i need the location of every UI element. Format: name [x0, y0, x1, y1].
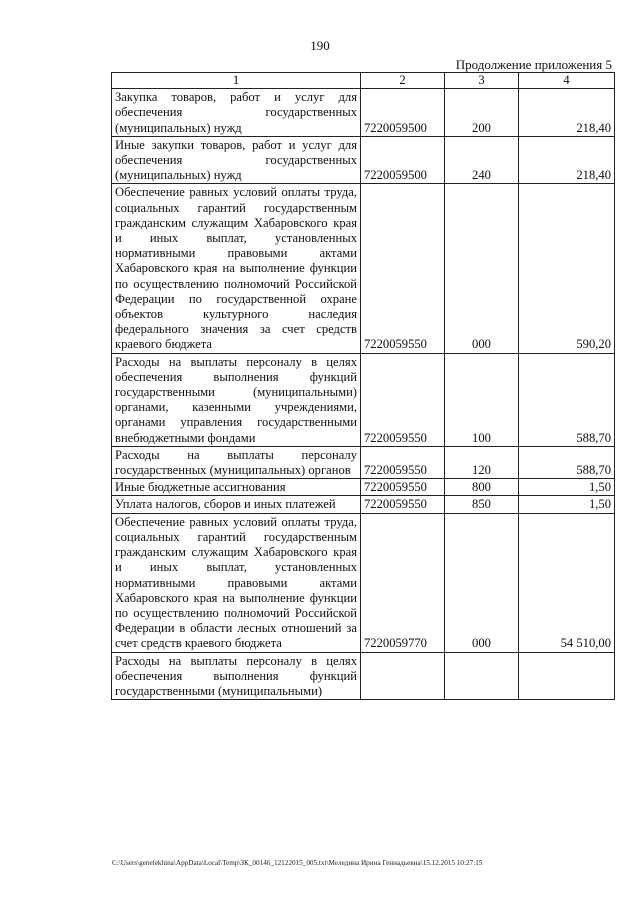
- row-expense-type: 240: [445, 136, 519, 184]
- row-target-code: 7220059550: [361, 184, 445, 353]
- row-expense-type: 800: [445, 479, 519, 496]
- row-expense-type: 000: [445, 513, 519, 652]
- column-header: 3: [445, 73, 519, 89]
- row-target-code: 7220059500: [361, 89, 445, 137]
- row-sum: 54 510,00: [519, 513, 615, 652]
- row-expense-type: 120: [445, 446, 519, 478]
- row-expense-type: [445, 652, 519, 700]
- row-sum: 588,70: [519, 353, 615, 446]
- row-description: Расходы на выплаты персоналу государственных (муниципальных) органов: [112, 446, 361, 478]
- row-description: Закупка товаров, работ и услуг для обеспечения государственных (муниципальных) нужд: [112, 89, 361, 137]
- row-target-code: 7220059550: [361, 353, 445, 446]
- row-description: Иные бюджетные ассигнования: [112, 479, 361, 496]
- row-sum: 1,50: [519, 496, 615, 513]
- file-path-footer: C:\Users\genelekhina\AppData\Local\Temp\ЗК_00146_12122015_005.txt\Меледина Ирина Геннадьевна\15.12.2015 10:27:15: [112, 859, 483, 867]
- row-expense-type: 000: [445, 184, 519, 353]
- row-description: Расходы на выплаты персоналу в целях обеспечения выполнения функций государственными (муниципальными): [112, 652, 361, 700]
- row-target-code: 7220059770: [361, 513, 445, 652]
- table-row: [112, 652, 615, 700]
- row-target-code: 7220059550: [361, 446, 445, 478]
- row-target-code: [361, 652, 445, 700]
- row-sum: 218,40: [519, 136, 615, 184]
- row-sum: 218,40: [519, 89, 615, 137]
- row-target-code: 7220059550: [361, 496, 445, 513]
- row-description: Уплата налогов, сборов и иных платежей: [112, 496, 361, 513]
- row-description: Иные закупки товаров, работ и услуг для обеспечения государственных (муниципальных) нужд: [112, 136, 361, 184]
- table-header-row: [112, 73, 615, 89]
- table-row: [112, 513, 615, 652]
- row-target-code: 7220059550: [361, 479, 445, 496]
- row-sum: [519, 652, 615, 700]
- table-row: [112, 89, 615, 137]
- page-number: 190: [310, 38, 330, 53]
- table-row: [112, 496, 615, 513]
- row-target-code: 7220059500: [361, 136, 445, 184]
- row-expense-type: 200: [445, 89, 519, 137]
- column-header: 1: [112, 73, 361, 89]
- row-description: Обеспечение равных условий оплаты труда, социальных гарантий государственным гражданским служащим Хабаровского края и иных выплат, установленных нормативными правовыми актами Хабаровского края на выполнение функции по осуществлению полномочий Российской Федерации по государственной охране объектов культурного наследия федерального значения за счет средств краевого бюджета: [112, 184, 361, 353]
- row-sum: 588,70: [519, 446, 615, 478]
- table-row: [112, 446, 615, 478]
- table-row: [112, 353, 615, 446]
- table-row: [112, 479, 615, 496]
- budget-table: [111, 72, 615, 700]
- table-row: [112, 184, 615, 353]
- row-sum: 590,20: [519, 184, 615, 353]
- row-sum: 1,50: [519, 479, 615, 496]
- row-expense-type: 850: [445, 496, 519, 513]
- continuation-note: Продолжение приложения 5: [455, 57, 612, 72]
- table-row: [112, 136, 615, 184]
- column-header: 4: [519, 73, 615, 89]
- row-description: Обеспечение равных условий оплаты труда, социальных гарантий государственным гражданским служащим Хабаровского края и иных выплат, установленных нормативными правовыми актами Хабаровского края на выполнение функции по осуществлению полномочий Российской Федерации в области лесных отношений за счет средств краевого бюджета: [112, 513, 361, 652]
- row-description: Расходы на выплаты персоналу в целях обеспечения выполнения функций государственными (муниципальными) органами, казенными учреждениями, органами управления государственными внебюджетными фондами: [112, 353, 361, 446]
- column-header: 2: [361, 73, 445, 89]
- row-expense-type: 100: [445, 353, 519, 446]
